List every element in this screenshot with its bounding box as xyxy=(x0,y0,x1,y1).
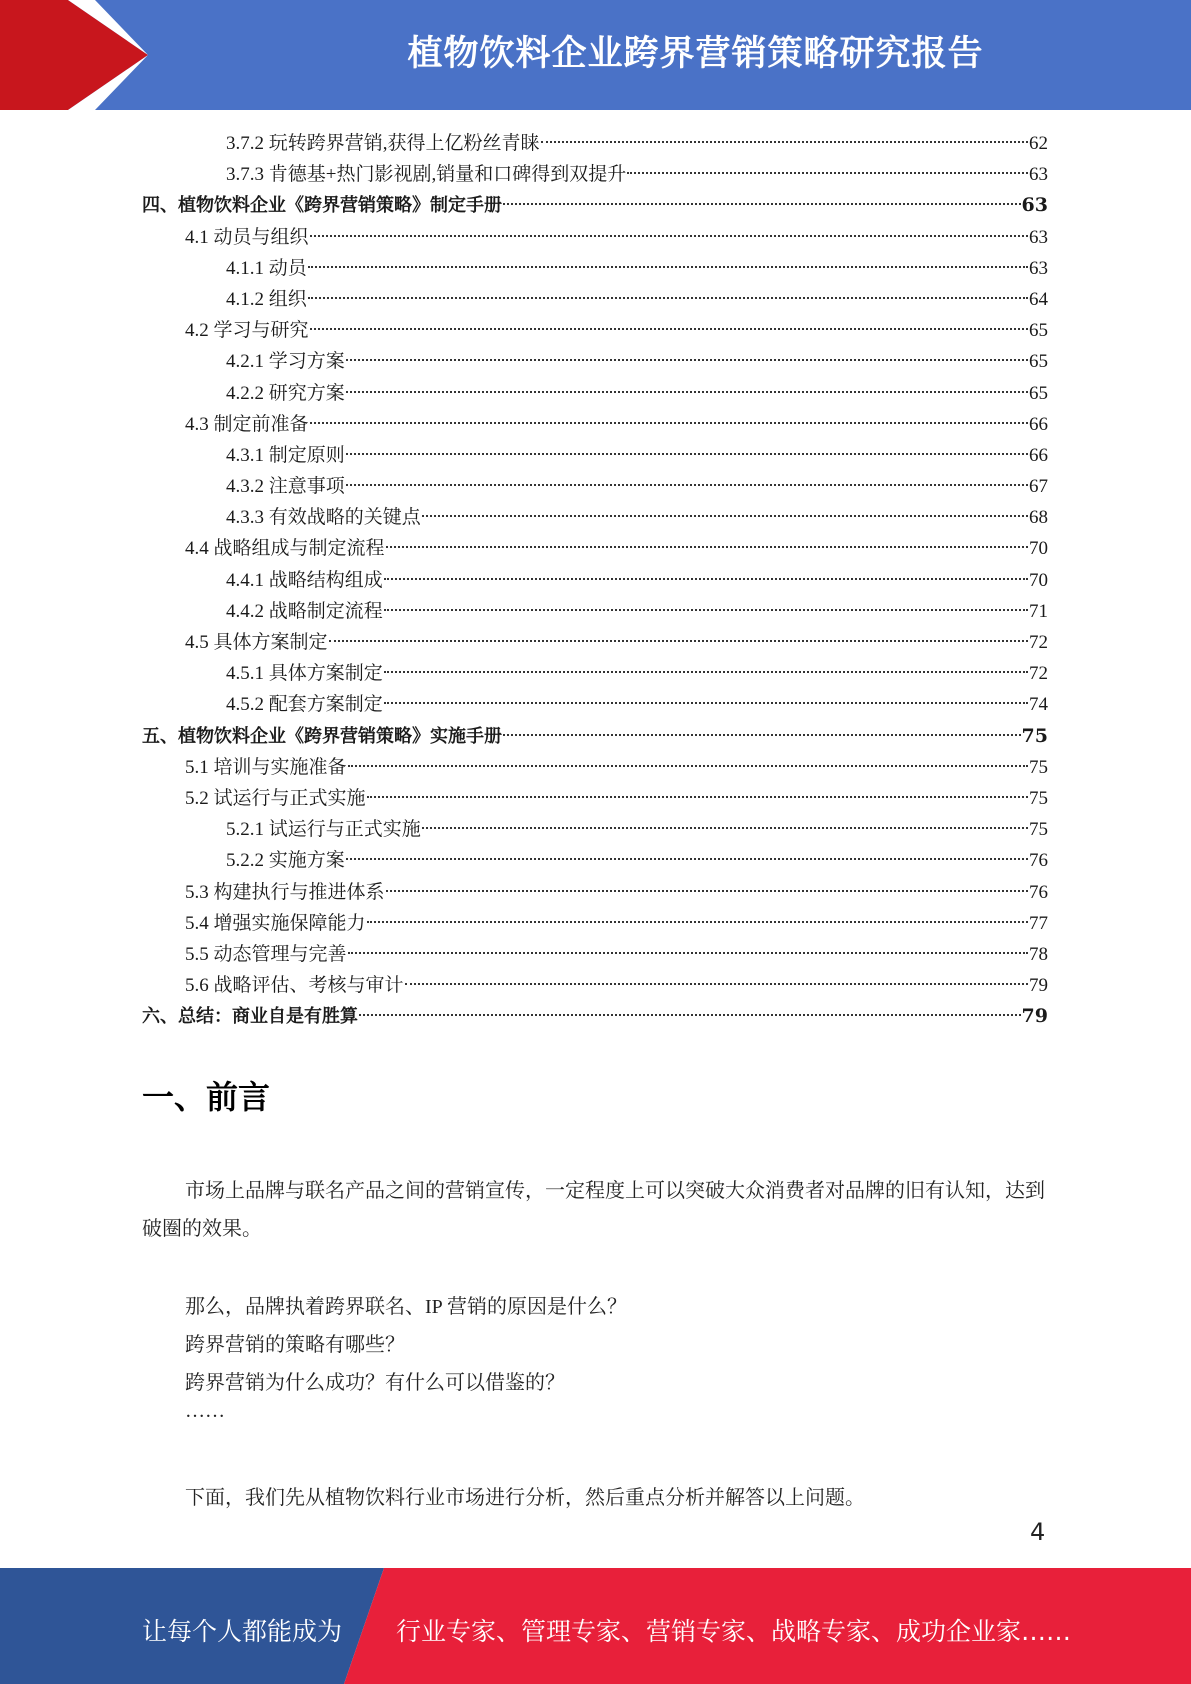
toc-dot-leader xyxy=(308,296,1028,299)
toc-row[interactable] xyxy=(142,565,1048,596)
toc-dot-leader xyxy=(384,670,1028,673)
toc-dot-leader xyxy=(384,608,1028,611)
toc-entry-text: 5.2 试运行与正式实施 xyxy=(185,787,366,809)
toc-dot-leader xyxy=(348,764,1028,767)
toc-entry-text: 5.1 培训与实施准备 xyxy=(185,756,347,778)
toc-entry-text: 3.7.3 肯德基+热门影视剧,销量和口碑得到双提升 xyxy=(226,164,627,186)
toc-dot-leader xyxy=(405,982,1028,985)
toc-entry-text: 4.2.1 学习方案 xyxy=(226,351,345,373)
toc-page-number: 65 xyxy=(1029,320,1048,342)
toc-entry-text: 4.1.1 动员 xyxy=(226,257,307,279)
toc-dot-leader xyxy=(346,452,1028,455)
toc-row[interactable] xyxy=(142,689,1048,720)
toc-page-number: 65 xyxy=(1029,351,1048,373)
report-title: 植物饮料企业跨界营销策略研究报告 xyxy=(407,34,984,74)
toc-page-number: 67 xyxy=(1029,476,1048,498)
toc-entry-text: 四、植物饮料企业《跨界营销策略》制定手册 xyxy=(142,195,502,217)
toc-page-number: 79 xyxy=(1029,975,1048,997)
table-of-contents xyxy=(142,128,1048,1032)
toc-dot-leader xyxy=(503,733,1021,736)
toc-entry-text: 3.7.2 玩转跨界营销,获得上亿粉丝青睐 xyxy=(226,133,540,154)
toc-dot-leader xyxy=(627,171,1028,174)
toc-dot-leader xyxy=(346,857,1028,860)
toc-dot-leader xyxy=(422,826,1028,829)
toc-page-number: 66 xyxy=(1029,444,1048,466)
toc-row[interactable] xyxy=(142,128,1048,159)
toc-row[interactable] xyxy=(142,533,1048,564)
toc-page-number: 78 xyxy=(1029,943,1048,965)
toc-row[interactable] xyxy=(142,752,1048,783)
toc-page-number: 71 xyxy=(1029,600,1048,622)
toc-entry-text: 4.3.2 注意事项 xyxy=(226,476,345,498)
toc-page-number: 75 xyxy=(1029,756,1048,778)
toc-entry-text: 4.3.3 有效战略的关键点 xyxy=(226,507,421,529)
toc-dot-leader xyxy=(346,358,1028,361)
toc-entry-text: 4.5.2 配套方案制定 xyxy=(226,694,383,716)
toc-row[interactable] xyxy=(142,877,1048,908)
toc-dot-leader xyxy=(503,202,1021,205)
toc-page-number: 70 xyxy=(1029,569,1048,591)
page-footer xyxy=(0,1568,1191,1684)
toc-dot-leader xyxy=(346,483,1028,486)
toc-dot-leader xyxy=(329,639,1028,642)
toc-row[interactable] xyxy=(142,814,1048,845)
toc-dot-leader xyxy=(308,265,1028,268)
toc-dot-leader xyxy=(386,889,1028,892)
toc-row[interactable] xyxy=(142,939,1048,970)
ellipsis: …… xyxy=(185,1400,225,1422)
toc-page-number: 74 xyxy=(1029,694,1048,716)
toc-entry-text: 4.5 具体方案制定 xyxy=(185,632,328,653)
toc-row[interactable] xyxy=(142,627,1048,658)
toc-page-number: 76 xyxy=(1029,881,1048,903)
toc-dot-leader xyxy=(384,577,1028,580)
toc-page-number: 63 xyxy=(1029,164,1048,186)
toc-row[interactable] xyxy=(142,378,1048,409)
toc-entry-text: 4.4.2 战略制定流程 xyxy=(226,600,383,622)
toc-page-number: 63 xyxy=(1029,257,1048,279)
toc-row[interactable] xyxy=(142,721,1048,752)
toc-entry-text: 4.2 学习与研究 xyxy=(185,320,309,342)
toc-page-number: 75 xyxy=(1029,787,1048,809)
toc-page-number: 79 xyxy=(1021,1005,1048,1028)
toc-entry-text: 五、植物饮料企业《跨界营销策略》实施手册 xyxy=(142,725,502,747)
toc-page-number: 63 xyxy=(1021,194,1048,217)
toc-dot-leader xyxy=(384,701,1028,704)
toc-row[interactable] xyxy=(142,284,1048,315)
toc-page-number: 62 xyxy=(1029,133,1048,154)
toc-page-number: 72 xyxy=(1029,663,1048,685)
toc-dot-leader xyxy=(359,1013,1021,1016)
toc-page-number: 77 xyxy=(1029,912,1048,934)
toc-row[interactable] xyxy=(142,908,1048,939)
toc-row[interactable] xyxy=(142,253,1048,284)
toc-page-number: 68 xyxy=(1029,507,1048,529)
question-line: 那么，品牌执着跨界联名、IP 营销的原因是什么？ xyxy=(185,1296,628,1318)
toc-row[interactable] xyxy=(142,190,1048,221)
intro-paragraph: 市场上品牌与联名产品之间的营销宣传，一定程度上可以突破大众消费者对品牌的旧有认知，达到破圈的效果。 xyxy=(142,1180,1045,1240)
toc-page-number: 76 xyxy=(1029,850,1048,872)
toc-row[interactable] xyxy=(142,783,1048,814)
toc-entry-text: 4.4 战略组成与制定流程 xyxy=(185,538,385,560)
toc-entry-text: 5.2.1 试运行与正式实施 xyxy=(226,819,421,841)
toc-row[interactable] xyxy=(142,315,1048,346)
toc-entry-text: 5.2.2 实施方案 xyxy=(226,850,345,872)
closing-paragraph: 下面，我们先从植物饮料行业市场进行分析，然后重点分析并解答以上问题。 xyxy=(185,1487,865,1509)
toc-page-number: 70 xyxy=(1029,538,1048,560)
toc-dot-leader xyxy=(310,327,1028,330)
toc-entry-text: 4.5.1 具体方案制定 xyxy=(226,663,383,685)
toc-dot-leader xyxy=(310,421,1028,424)
toc-row[interactable] xyxy=(142,596,1048,627)
toc-row[interactable] xyxy=(142,346,1048,377)
toc-dot-leader xyxy=(310,234,1028,237)
toc-entry-text: 4.1 动员与组织 xyxy=(185,226,309,248)
toc-page-number: 65 xyxy=(1029,382,1048,404)
page-number: 4 xyxy=(1030,1518,1046,1546)
toc-row[interactable] xyxy=(142,970,1048,1001)
toc-page-number: 64 xyxy=(1029,288,1048,310)
toc-dot-leader xyxy=(348,951,1028,954)
toc-row[interactable] xyxy=(142,159,1048,190)
toc-entry-text: 4.4.1 战略结构组成 xyxy=(226,569,383,591)
toc-entry-text: 5.6 战略评估、考核与审计 xyxy=(185,975,404,997)
toc-dot-leader xyxy=(386,545,1028,548)
toc-entry-text: 5.4 增强实施保障能力 xyxy=(185,912,366,934)
toc-entry-text: 4.3.1 制定原则 xyxy=(226,444,345,466)
toc-row[interactable] xyxy=(142,658,1048,689)
toc-entry-text: 4.3 制定前准备 xyxy=(185,413,309,435)
toc-row[interactable] xyxy=(142,222,1048,253)
toc-dot-leader xyxy=(346,390,1028,393)
toc-page-number: 63 xyxy=(1029,226,1048,248)
toc-dot-leader xyxy=(367,795,1028,798)
toc-page-number: 66 xyxy=(1029,413,1048,435)
toc-row[interactable] xyxy=(142,1001,1048,1032)
toc-entry-text: 5.5 动态管理与完善 xyxy=(185,943,347,965)
toc-row[interactable] xyxy=(142,502,1048,533)
toc-entry-text: 4.2.2 研究方案 xyxy=(226,382,345,404)
toc-entry-text: 4.1.2 组织 xyxy=(226,288,307,310)
toc-row[interactable] xyxy=(142,845,1048,876)
toc-page-number: 75 xyxy=(1029,819,1048,841)
toc-entry-text: 六、总结：商业自是有胜算 xyxy=(142,1006,358,1028)
toc-row[interactable] xyxy=(142,471,1048,502)
toc-page-number: 75 xyxy=(1021,724,1048,747)
footer-slogan-left: 让每个人都能成为 xyxy=(142,1617,343,1646)
footer-slogan-right: 行业专家、管理专家、营销专家、战略专家、成功企业家…… xyxy=(396,1617,1072,1646)
page-header xyxy=(0,0,1191,110)
toc-row[interactable] xyxy=(142,409,1048,440)
toc-dot-leader xyxy=(367,920,1028,923)
toc-row[interactable] xyxy=(142,440,1048,471)
question-line: 跨界营销的策略有哪些？ xyxy=(185,1334,405,1356)
toc-dot-leader xyxy=(541,140,1028,143)
question-line: 跨界营销为什么成功？有什么可以借鉴的？ xyxy=(185,1372,565,1394)
toc-page-number: 72 xyxy=(1029,632,1048,653)
toc-dot-leader xyxy=(422,514,1028,517)
toc-entry-text: 5.3 构建执行与推进体系 xyxy=(185,881,385,903)
section-heading: 一、前言 xyxy=(142,1078,271,1116)
